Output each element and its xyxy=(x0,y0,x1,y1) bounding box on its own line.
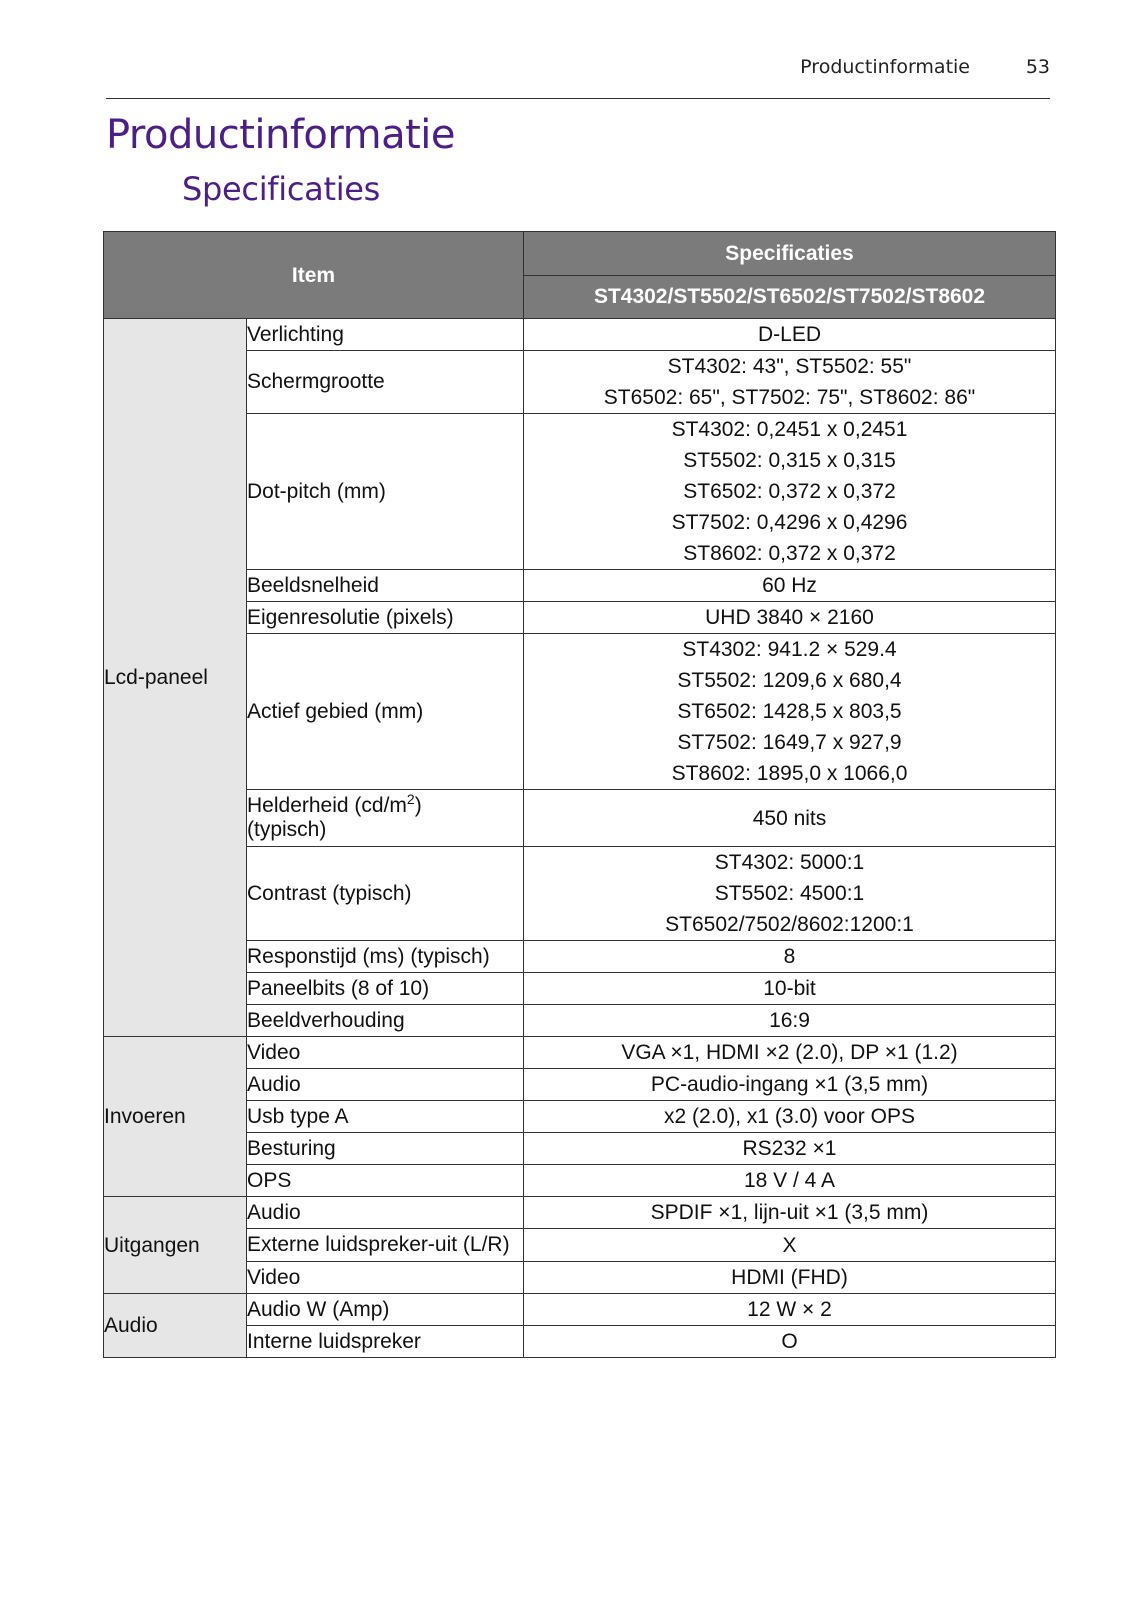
table-row xyxy=(104,1005,1056,1037)
spec-value: ST4302: 0,2451 x 0,2451 ST5502: 0,315 x 0,315 ST6502: 0,372 x 0,372 ST7502: 0,4296 x 0,4296 ST8602: 0,372 x 0,372 xyxy=(524,414,1056,570)
spec-value: 16:9 xyxy=(524,1005,1056,1037)
spec-value: SPDIF ×1, lijn-uit ×1 (3,5 mm) xyxy=(524,1197,1056,1229)
table-row xyxy=(104,414,1056,570)
spec-name: Beeldverhouding xyxy=(247,1005,524,1037)
table-row xyxy=(104,1133,1056,1165)
table-row xyxy=(104,1262,1056,1294)
spec-value: 450 nits xyxy=(524,790,1056,847)
category-cell: Audio xyxy=(104,1294,247,1358)
spec-value: PC-audio-ingang ×1 (3,5 mm) xyxy=(524,1069,1056,1101)
header-section-title: Productinformatie xyxy=(800,56,970,78)
spec-name: Interne luidspreker xyxy=(247,1326,524,1358)
spec-name: Helderheid $(cd/m^2)$ (typisch) xyxy=(247,790,524,847)
table-row xyxy=(104,1197,1056,1229)
spec-name: Paneelbits (8 of 10) xyxy=(247,973,524,1005)
table-row xyxy=(104,1069,1056,1101)
spec-value: HDMI (FHD) xyxy=(524,1262,1056,1294)
spec-name: Audio W (Amp) xyxy=(247,1294,524,1326)
spec-value: 10-bit xyxy=(524,973,1056,1005)
spec-name: Verlichting xyxy=(247,319,524,351)
spec-value: ST4302: 43", ST5502: 55" ST6502: 65", ST7502: 75", ST8602: 86" xyxy=(524,351,1056,414)
spec-value: 60 Hz xyxy=(524,570,1056,602)
spec-name: Schermgrootte xyxy=(247,351,524,414)
running-header xyxy=(106,54,1050,99)
table-row xyxy=(104,634,1056,790)
spec-value: RS232 ×1 xyxy=(524,1133,1056,1165)
table-row xyxy=(104,570,1056,602)
table-row xyxy=(104,602,1056,634)
spec-name: Beeldsnelheid xyxy=(247,570,524,602)
spec-value: x2 (2.0), x1 (3.0) voor OPS xyxy=(524,1101,1056,1133)
column-header-models: ST4302/ST5502/ST6502/ST7502/ST8602 xyxy=(524,275,1056,319)
spec-value: 18 V / 4 A xyxy=(524,1165,1056,1197)
spec-name: Eigenresolutie (pixels) xyxy=(247,602,524,634)
spec-value: ST4302: 5000:1 ST5502: 4500:1 ST6502/7502/8602:1200:1 xyxy=(524,847,1056,941)
spec-value: O xyxy=(524,1326,1056,1358)
spec-name: Contrast (typisch) xyxy=(247,847,524,941)
table-row xyxy=(104,1294,1056,1326)
spec-name: Video xyxy=(247,1037,524,1069)
spec-name: Externe luidspreker-uit (L/R) xyxy=(247,1229,524,1262)
spec-name: Audio xyxy=(247,1069,524,1101)
spec-name: Besturing xyxy=(247,1133,524,1165)
table-row xyxy=(104,319,1056,351)
spec-value: ST4302: 941.2 × 529.4 ST5502: 1209,6 x 680,4 ST6502: 1428,5 x 803,5 ST7502: 1649,7 x 927,9 ST8602: 1895,0 x 1066,0 xyxy=(524,634,1056,790)
specifications-table xyxy=(103,231,1056,1358)
table-row xyxy=(104,351,1056,414)
table-row xyxy=(104,1229,1056,1262)
spec-value: 12 W × 2 xyxy=(524,1294,1056,1326)
category-cell: Invoeren xyxy=(104,1037,247,1197)
section-subtitle: Specificaties xyxy=(182,170,381,208)
spec-name: Audio xyxy=(247,1197,524,1229)
table-row xyxy=(104,1326,1056,1358)
page-title: Productinformatie xyxy=(106,112,456,158)
spec-value: X xyxy=(524,1229,1056,1262)
spec-name: OPS xyxy=(247,1165,524,1197)
table-row xyxy=(104,847,1056,941)
table-row xyxy=(104,1037,1056,1069)
table-row xyxy=(104,790,1056,847)
spec-name: Video xyxy=(247,1262,524,1294)
spec-name: Dot-pitch (mm) xyxy=(247,414,524,570)
category-cell: Uitgangen xyxy=(104,1197,247,1294)
category-cell: Lcd-paneel xyxy=(104,319,247,1037)
spec-name: Responstijd (ms) (typisch) xyxy=(247,941,524,973)
spec-value: UHD 3840 × 2160 xyxy=(524,602,1056,634)
spec-name: Usb type A xyxy=(247,1101,524,1133)
spec-value: D-LED xyxy=(524,319,1056,351)
table-row xyxy=(104,973,1056,1005)
spec-name: Actief gebied (mm) xyxy=(247,634,524,790)
column-header-item: Item xyxy=(104,232,524,319)
table-row xyxy=(104,1165,1056,1197)
table-header-row xyxy=(104,232,1056,276)
spec-value: VGA ×1, HDMI ×2 (2.0), DP ×1 (1.2) xyxy=(524,1037,1056,1069)
page-number: 53 xyxy=(1025,56,1050,78)
spec-value: 8 xyxy=(524,941,1056,973)
table-row xyxy=(104,941,1056,973)
column-header-specs: Specificaties xyxy=(524,232,1056,276)
table-row xyxy=(104,1101,1056,1133)
